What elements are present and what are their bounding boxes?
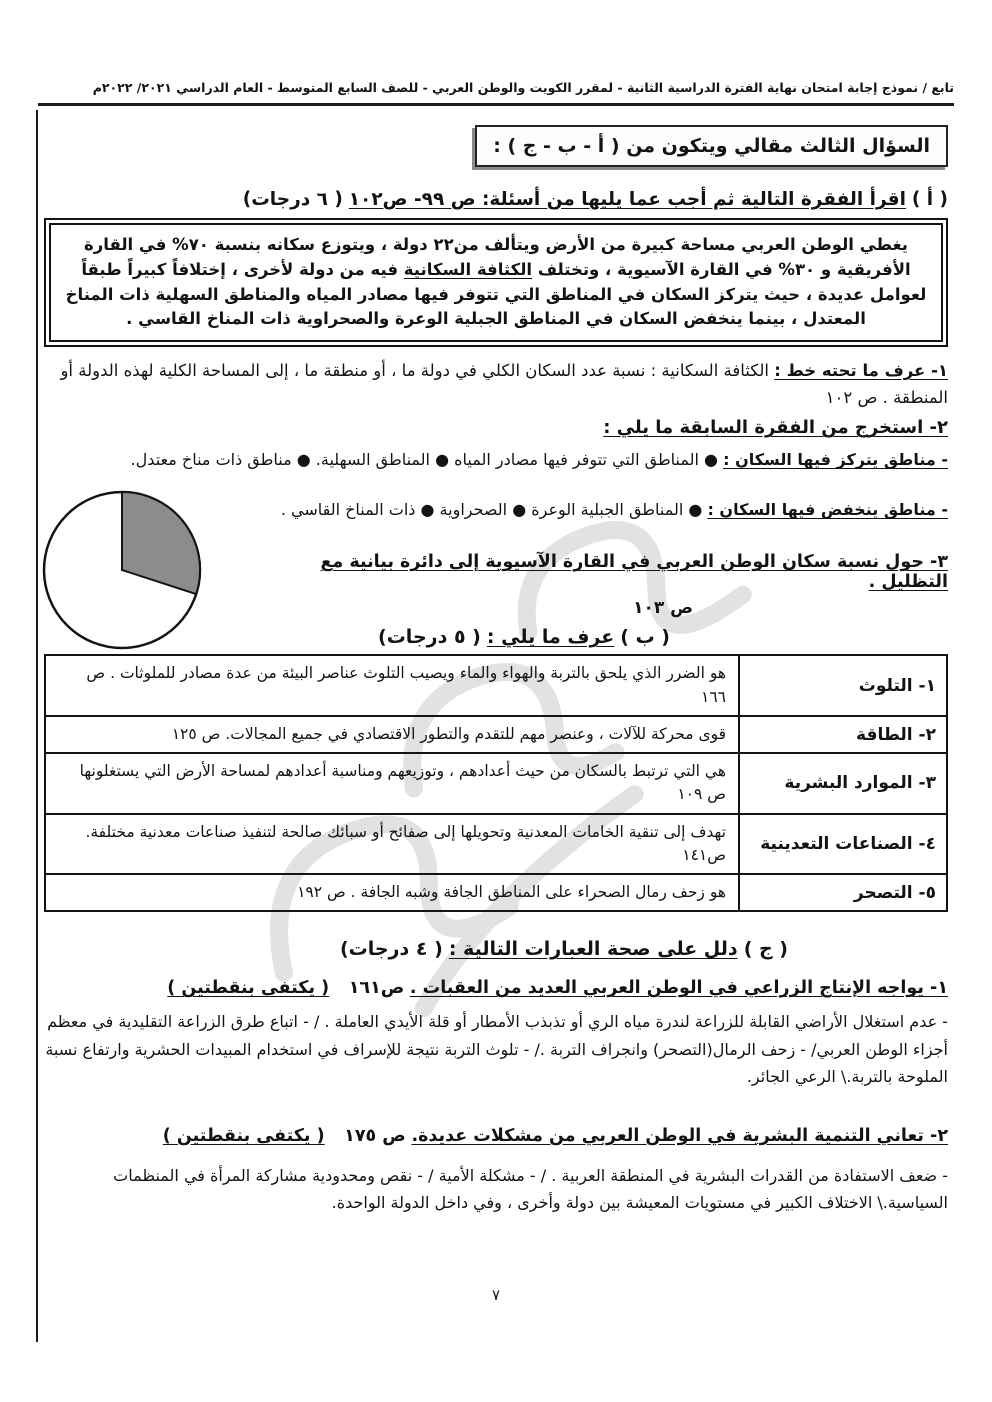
question-a3-label: ٣- حول نسبة سكان الوطن العربي في القارة الآسيوية إلى دائرة بيانية مع التظليل . [320, 552, 948, 593]
question3-title: السؤال الثالث مقالي ويتكون من ( أ - ب - ج ) : [493, 135, 930, 157]
question-a2-label: ٢- استخرج من الفقرة السابقة ما يلي : [603, 417, 948, 439]
question-c1-answer: - عدم استغلال الأراضي القابلة للزراعة لندرة مياه الري أو تذبذب الأمطار أو قلة الأيدي العاملة . / - اتباع طرق الزراعة التقليدية في معظم أجزاء الوطن العربي/ - زحف الرمال(التصحر) وانجراف التربة ./ - تلوث التربة نتيجة للإسراف في استخدام المبيدات الحشرية وارتفاع نسبة الملوحة بالتربة.\ الرعي الجائر. [45, 1012, 948, 1086]
part-c-heading [44, 938, 948, 960]
term-cell: ١- التلوث [739, 655, 947, 716]
c1-page-ref: ص١٦١ [348, 978, 405, 999]
question-a1 [44, 357, 948, 411]
part-a-label: ( أ ) [911, 189, 948, 210]
part-a-heading [44, 189, 948, 210]
part-a-instruction: اقرأ الفقرة التالية ثم أجب عما يليها من أسئلة: ص ٩٩- ص١٠٢ [348, 189, 906, 210]
passage-text [49, 223, 943, 342]
definition-cell: تهدف إلى تنقية الخامات المعدنية وتحويلها إلى صفائح أو سبائك صالحة لتنفيذ صناعات معدنية مختلفة. ص١٤١ [45, 814, 739, 875]
part-a-marks: ( ٦ درجات) [242, 189, 343, 210]
a2-line2-label: - مناطق ينخفض فيها السكان : [707, 500, 948, 520]
question-a2-line1 [44, 448, 948, 472]
part-c-label: ( ج ) [743, 938, 788, 961]
question-a3-page-ref: ص ١٠٣ [633, 598, 693, 619]
part-c-instruction: دلل على صحة العبارات التالية : [448, 938, 738, 961]
part-b-instruction: عرف ما يلي : [486, 626, 615, 649]
question-a1-label: ١- عرف ما تحته خط : [774, 361, 948, 380]
part-c-marks: ( ٤ درجات) [339, 938, 443, 961]
page-content [44, 116, 948, 1216]
term-cell: ٣- الموارد البشرية [739, 753, 947, 814]
passage-segment-2: فيه من دولة لأخرى ، إختلافاً كبيراً طبقاً لعوامل عديدة ، حيث يتركز السكان في المناطق التي تتوفر فيها مصادر المياه والمناطق السهلية ذات المناخ المعتدل ، بينما ينخفض السكان في المناطق الجبلية الوعرة والصحراوية ذات المناخ القاسي . [65, 259, 927, 329]
table-row [45, 753, 947, 814]
passage-underlined-term: الكثافة السكانية [403, 259, 533, 279]
table-row [45, 874, 947, 911]
a2-line1-label: - مناطق يتركز فيها السكان : [723, 450, 948, 470]
table-row [45, 716, 947, 753]
page-number: ٧ [491, 1286, 501, 1304]
part-b-marks: ( ٥ درجات) [378, 626, 481, 649]
definition-cell: هو الضرر الذي يلحق بالتربة والهواء والماء ويصيب التلوث عناصر البيئة من عدة مصادر للملوثات . ص ١٦٦ [45, 655, 739, 716]
header-text: تابع / نموذج إجابة امتحان نهاية الفترة الدراسية الثانية - لمقرر الكويت والوطن العربي - للصف السابع المتوسط - العام الدراسي ٢٠٢١/ ٢٠٢٢م [92, 80, 954, 95]
definition-cell: هو زحف رمال الصحراء على المناطق الجافة وشبه الجافة . ص ١٩٢ [45, 874, 739, 911]
c1-statement-text: ١- يواجه الإنتاج الزراعي في الوطن العربي العديد من العقبات . [409, 978, 948, 999]
definition-cell: قوى محركة للآلات ، وعنصر مهم للتقدم والتطور الاقتصادي في جميع المجالات. ص ١٢٥ [45, 716, 739, 753]
question-a2-line2 [44, 498, 948, 522]
definitions-table [44, 654, 948, 912]
table-row [45, 655, 947, 716]
document-header [38, 80, 954, 106]
part-b-heading [44, 626, 948, 648]
a2-line1-items: ● المناطق التي تتوفر فيها مصادر المياه ● المناطق السهلية. ● مناطق ذات مناخ معتدل. [130, 450, 718, 470]
c2-page-ref: ص ١٧٥ [344, 1126, 406, 1146]
passage-segment-1: يغطي الوطن العربي مساحة كبيرة من الأرض ويتألف من٢٢ دولة ، ويتوزع سكانه بنسبة ٧٠% في القارة الأفريقية و ٣٠% في القارة الآسيوية ، وتختلف [84, 235, 911, 279]
question-c1-statement [44, 978, 948, 998]
question-c2-statement [44, 1126, 948, 1146]
term-cell: ٢- الطاقة [739, 716, 947, 753]
question3-title-box [475, 125, 948, 167]
passage-box [44, 218, 948, 347]
c1-note: ( يكتفى بنقطتين ) [167, 978, 330, 999]
left-border-line [36, 110, 38, 1342]
term-cell: ٥- التصحر [739, 874, 947, 911]
term-cell: ٤- الصناعات التعدينية [739, 814, 947, 875]
question-a1-answer: الكثافة السكانية : نسبة عدد السكان الكلي في دولة ما ، أو منطقة ما ، إلى المساحة الكلية لهذه الدولة أو المنطقة . ص ١٠٢ [60, 361, 948, 408]
a2-line2-items: ● المناطق الجبلية الوعرة ● الصحراوية ● ذات المناخ القاسي . [280, 500, 703, 520]
table-row [45, 814, 947, 875]
c2-note: ( يكتفى بنقطتين ) [162, 1126, 325, 1146]
question-c2-answer: - ضعف الاستفادة من القدرات البشرية في المنطقة العربية . / - مشكلة الأمية / - نقص ومحدودية مشاركة المرأة في المنظمات السياسية.\ الاختلاف الكبير في مستويات المعيشة بين دولة وأخرى ، وفي داخل الدولة الواحدة. [113, 1166, 948, 1213]
part-b-label: ( ب ) [620, 626, 670, 649]
definition-cell: هي التي ترتبط بالسكان من حيث أعدادهم ، وتوزيعهم ومناسبة أعدادهم لمساحة الأرض التي يستغلونها ص ١٠٩ [45, 753, 739, 814]
c2-statement-text: ٢- تعاني التنمية البشرية في الوطن العربي من مشكلات عديدة. [411, 1126, 948, 1146]
